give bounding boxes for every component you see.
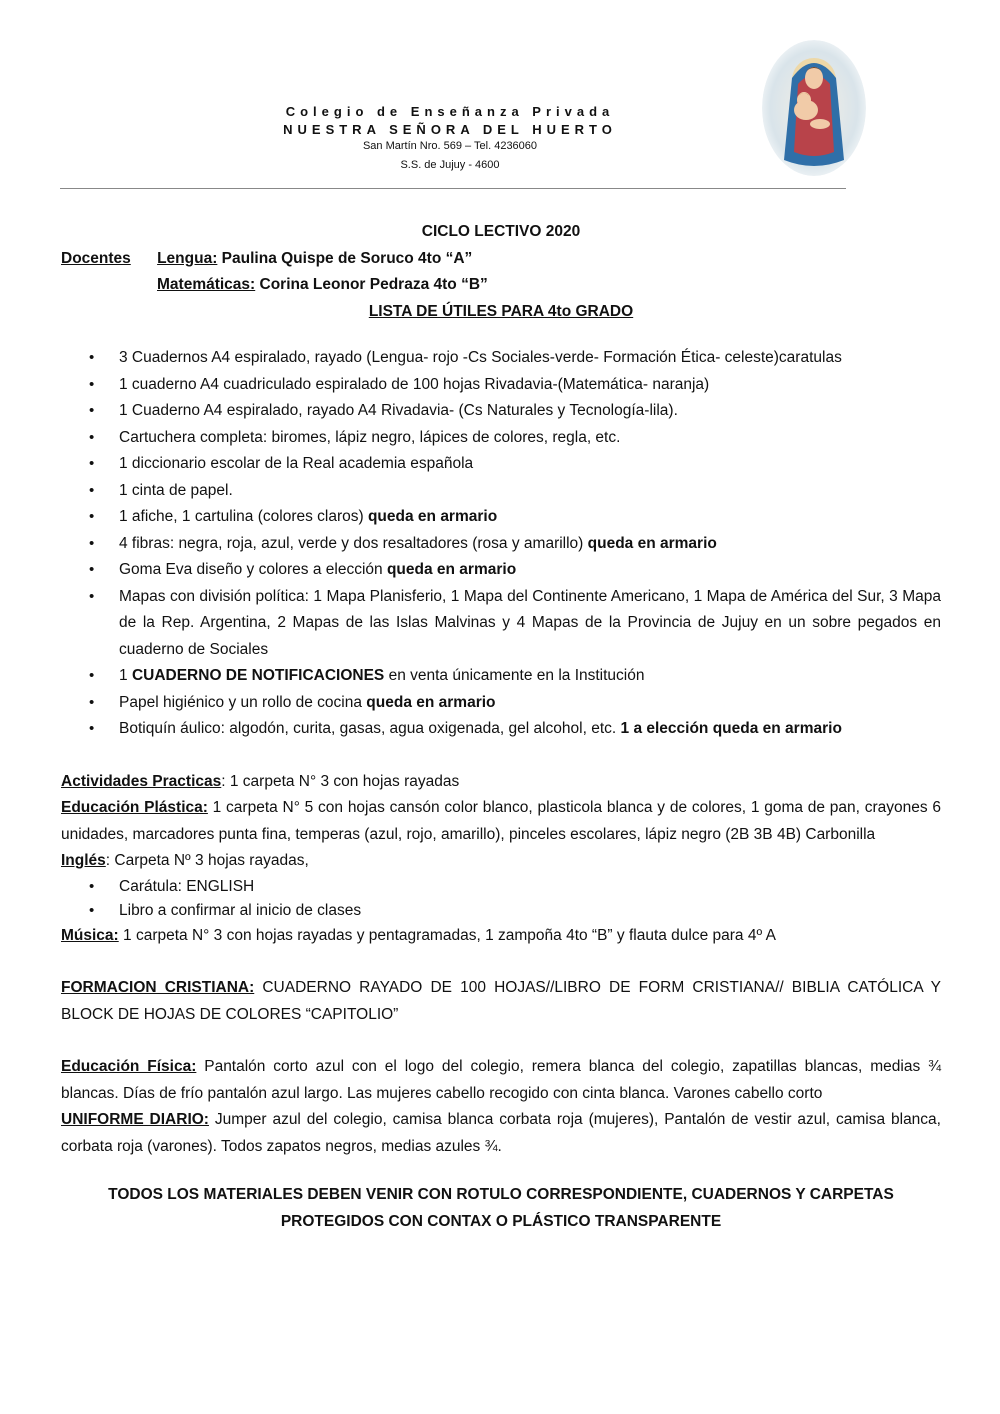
list-item: • 1 Cuaderno A4 espiralado, rayado A4 Rivadavia- (Cs Naturales y Tecnología-lila). [61, 398, 941, 425]
musica-section: Música: 1 carpeta N° 3 con hojas rayadas y pentagramadas, 1 zampoña 4to “B” y flauta dulce para 4º A [61, 926, 776, 944]
mate-teacher: Corina Leonor Pedraza 4to “B” [255, 276, 488, 293]
uniforme-section: UNIFORME DIARIO: Jumper azul del colegio, camisa blanca corbata roja (mujeres), Pantalón de vestir azul, camisa blanca, corbata roja (varones). Todos zapatos negros, medias azules ¾. [61, 1111, 941, 1155]
list-item: • 1 cuaderno A4 cuadriculado espiralado de 100 hojas Rivadavia-(Matemática- naranja) [61, 372, 941, 399]
list-item: • Goma Eva diseño y colores a elección queda en armario [61, 557, 941, 584]
list-item: • 1 CUADERNO DE NOTIFICACIONES en venta únicamente en la Institución [61, 663, 941, 690]
teachers-lengua [61, 246, 941, 273]
list-item: • 4 fibras: negra, roja, azul, verde y dos resaltadores (rosa y amarillo) queda en armario [61, 531, 941, 558]
plastica-section: Educación Plástica: 1 carpeta N° 5 con hojas cansón color blanco, plasticola blanca y de colores, 1 goma de pan, crayones 6 unidades, marcadores punta fina, temperas (azul, rojo, amarillo), pinceles escolares, lápiz negro (2B 3B 4B) Carbonilla [61, 799, 941, 843]
fisica-section: Educación Física: Pantalón corto azul con el logo del colegio, remera blanca del colegio, zapatillas blancas, medias ¾ blancas. Días de frío pantalón azul largo. Las mujeres cabello recogido con cinta blanca. Varones cabello corto [61, 1058, 941, 1102]
list-item: • Papel higiénico y un rollo de cocina queda en armario [61, 690, 941, 717]
list-item: • Carátula: ENGLISH [61, 875, 941, 899]
teachers-label: Docentes [61, 249, 131, 267]
school-type-line: Colegio de Enseñanza Privada [285, 104, 615, 119]
school-city: S.S. de Jujuy - 4600 [400, 159, 500, 171]
actividades-section: Actividades Practicas: 1 carpeta N° 3 con hojas rayadas [61, 772, 460, 790]
list-item: • 1 diccionario escolar de la Real academia española [61, 451, 941, 478]
list-item: • Botiquín áulico: algodón, curita, gasas, agua oxigenada, gel alcohol, etc. 1 a elección queda en armario [61, 716, 941, 743]
list-item: • Libro a confirmar al inicio de clases [61, 899, 941, 923]
school-address: San Martín Nro. 569 – Tel. 4236060 [362, 140, 538, 152]
header-divider [60, 188, 846, 189]
lengua-label: Lengua: [157, 249, 218, 267]
formacion-section: FORMACION CRISTIANA: CUADERNO RAYADO DE 100 HOJAS//LIBRO DE FORM CRISTIANA// BIBLIA CATÓLICA Y BLOCK DE HOJAS DE COLORES “CAPITOLIO” [61, 979, 941, 1023]
footer-note: TODOS LOS MATERIALES DEBEN VENIR CON ROTULO CORRESPONDIENTE, CUADERNOS Y CARPETAS PROTEGIDOS CON CONTAX O PLÁSTICO TRANSPARENTE [108, 1186, 894, 1230]
list-item: • Cartuchera completa: biromes, lápiz negro, lápices de colores, regla, etc. [61, 425, 941, 452]
list-item: • 1 afiche, 1 cartulina (colores claros) queda en armario [61, 504, 941, 531]
lengua-teacher: Paulina Quispe de Soruco 4to “A” [217, 249, 473, 267]
ingles-list [61, 875, 941, 923]
ingles-section: Inglés: Carpeta Nº 3 hojas rayadas, [61, 852, 309, 869]
page-title: CICLO LECTIVO 2020 [421, 223, 581, 240]
list-title: LISTA DE ÚTILES PARA 4to GRADO [368, 302, 634, 320]
supplies-list [61, 345, 941, 743]
teachers-mate [61, 272, 941, 299]
list-item: • 3 Cuadernos A4 espiralado, rayado (Lengua- rojo -Cs Sociales-verde- Formación Ética- celeste)caratulas [61, 345, 941, 372]
list-item: • 1 cinta de papel. [61, 478, 941, 505]
list-item: • Mapas con división política: 1 Mapa Planisferio, 1 Mapa del Continente Americano, 1 Mapa de América del Sur, 3 Mapa de la Rep. Argentina, 2 Mapas de las Islas Malvinas y 4 Mapas de la Provincia de Jujuy en un sobre pegados en cuaderno de Sociales [61, 584, 941, 664]
virgin-mary-child-icon [762, 40, 866, 176]
mate-label: Matemáticas: [157, 276, 256, 293]
school-name: NUESTRA SEÑORA DEL HUERTO [283, 122, 617, 137]
